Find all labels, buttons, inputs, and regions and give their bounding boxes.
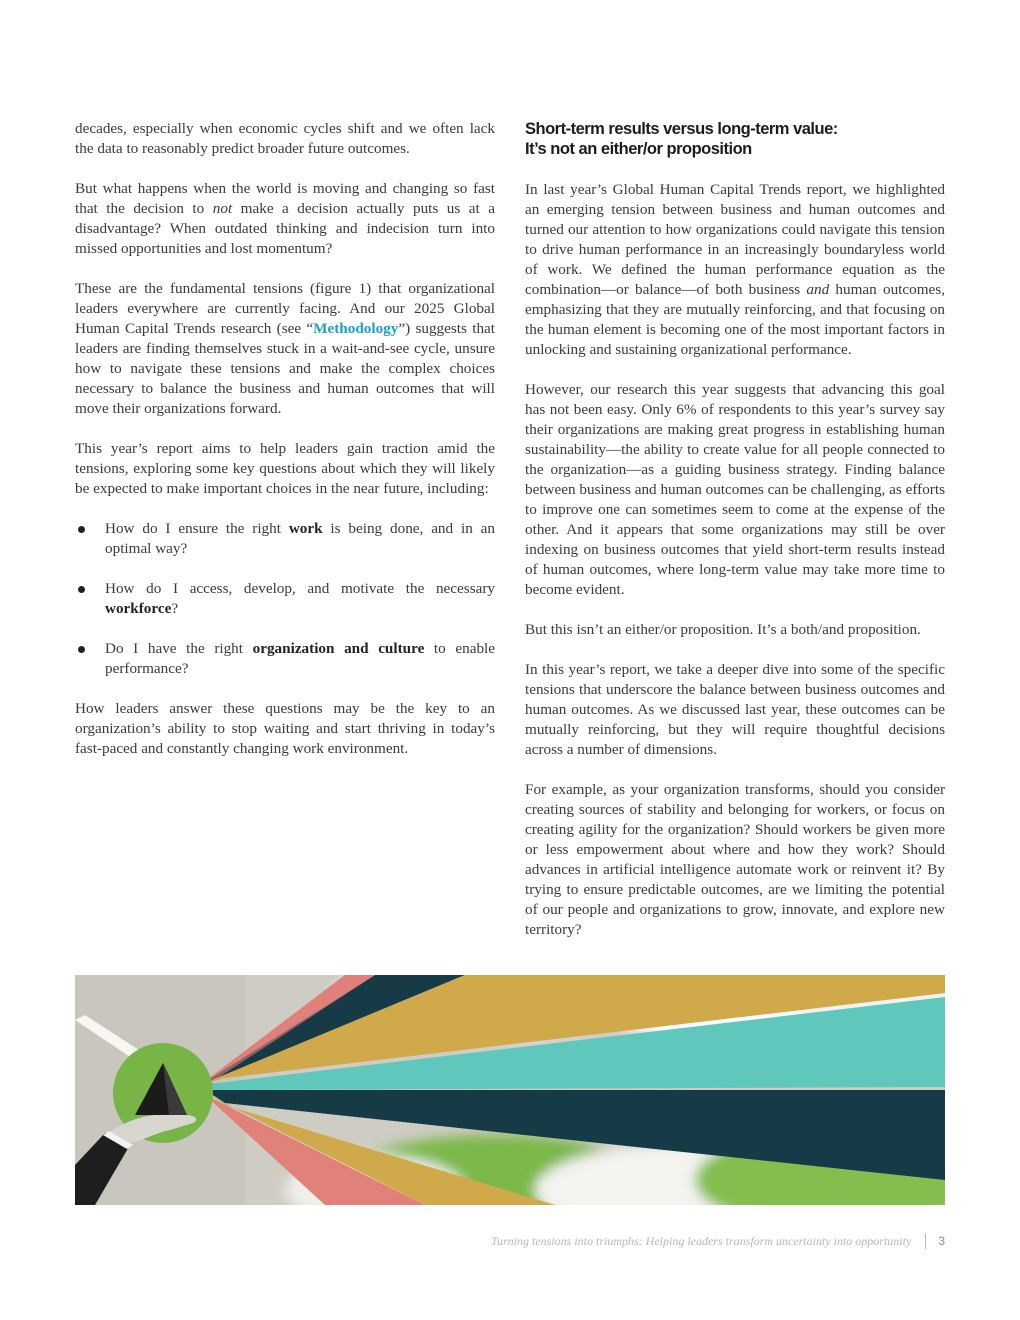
right-column (525, 119, 945, 960)
left-column (75, 119, 495, 779)
page-number: 3 (938, 1234, 945, 1248)
paragraph: This year’s report aims to help leaders gain traction amid the tensions, exploring some key questions about which they will likely be expected to make important choices in the near future, including: (75, 440, 495, 497)
section-heading: Short-term results versus long-term value: It’s not an either/or proposition (525, 120, 838, 158)
banner-illustration (75, 975, 945, 1205)
list-item: How do I ensure the right work is being done, and in an optimal way? (75, 519, 495, 559)
page-footer (491, 1233, 945, 1249)
paragraph: But this isn’t an either/or proposition. It’s a both/and proposition. (525, 621, 921, 638)
footer-divider (925, 1233, 926, 1249)
paragraph: But what happens when the world is moving and changing so fast that the decision to not make a decision actually puts us at a disadvantage? When outdated thinking and indecision turn into missed opportunities and lost momentum? (75, 180, 495, 257)
paragraph: How leaders answer these questions may be the key to an organization’s ability to stop waiting and start thriving in today’s fast-paced and constantly changing work environment. (75, 700, 495, 757)
paragraph: For example, as your organization transforms, should you consider creating sources of stability and belonging for workers, or focus on creating agility for the organization? Should workers be given more or less empowerment about where and how they work? Should advances in artificial intelligence automate work or reinvent it? By trying to ensure predictable outcomes, are we limiting the potential of our people and organizations to grow, innovate, and explore new territory? (525, 781, 945, 938)
methodology-link[interactable]: Methodology (313, 320, 399, 337)
paragraph: However, our research this year suggests that advancing this goal has not been easy. Only 6% of respondents to this year’s survey say their organizations are making great progress in establishing human sustainability—the ability to create value for all people connected to the organization—as a guiding business strategy. Finding balance between business and human outcomes can be challenging, as efforts to improve one can sometimes seem to come at the expense of the other. And it appears that some organizations may still be over indexing on business outcomes that yield short-term results instead of human outcomes, where long-term value may take more time to become evident. (525, 381, 945, 598)
paragraph: These are the fundamental tensions (figure 1) that organizational leaders everywhere are currently facing. And our 2025 Global Human Capital Trends research (see “Methodology”) suggests that leaders are finding themselves stuck in a wait-and-see cycle, unsure how to navigate these tensions and make the complex choices necessary to balance the business and human outcomes that will move their organizations forward. (75, 280, 495, 417)
light-rays-collage (75, 975, 945, 1205)
footer-title: Turning tensions into triumphs: Helping leaders transform uncertainty into opportunity (490, 1233, 912, 1248)
list-item: Do I have the right organization and culture to enable performance? (75, 639, 495, 679)
question-list (75, 519, 495, 679)
paragraph: In last year’s Global Human Capital Trends report, we highlighted an emerging tension between business and human outcomes and turned our attention to how organizations could navigate this tension to drive human performance in an increasingly boundaryless world of work. We defined the human performance equation as the combination—or balance—of both business and human outcomes, emphasizing that they are mutually reinforcing, and that focusing on the human element is becoming one of the most important factors in unlocking and sustaining organizational performance. (525, 181, 946, 358)
list-item: How do I access, develop, and motivate the necessary workforce? (75, 579, 495, 619)
paragraph: In this year’s report, we take a deeper dive into some of the specific tensions that underscore the balance between business outcomes and human outcomes. As we discussed last year, these outcomes can be mutually reinforcing, but they will require thoughtful decisions across a number of dimensions. (525, 661, 945, 758)
paragraph: decades, especially when economic cycles shift and we often lack the data to reasonably predict broader future outcomes. (75, 120, 495, 157)
